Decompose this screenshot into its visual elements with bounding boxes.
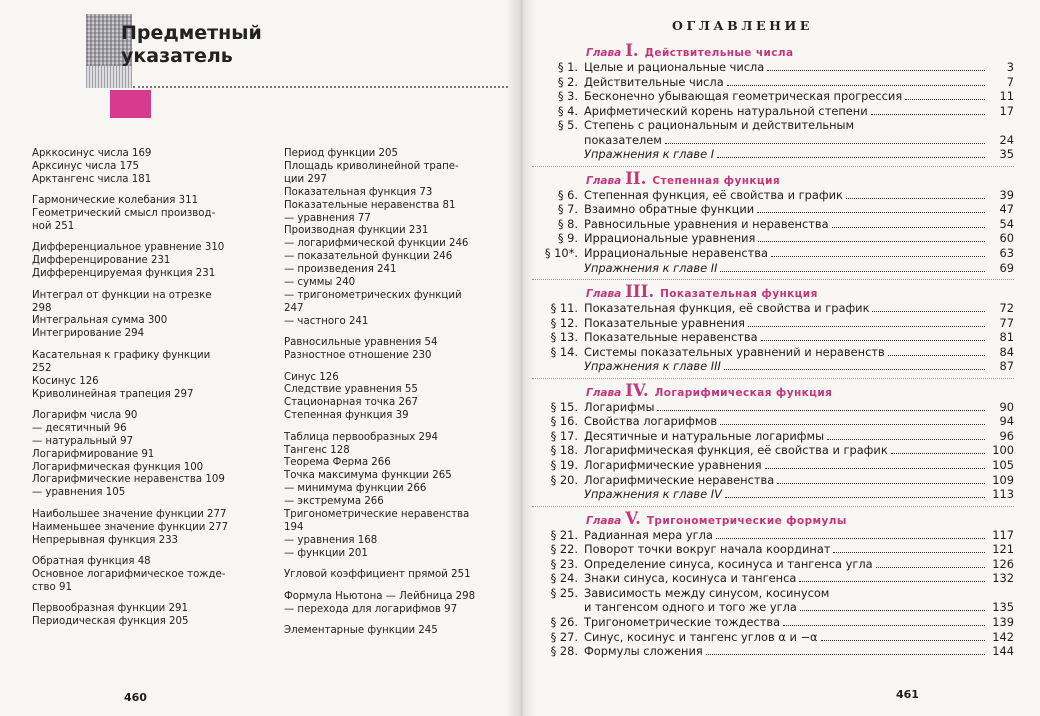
toc-chapter	[528, 279, 1014, 374]
chapter-name: Логарифмическая функция	[654, 386, 833, 399]
section-number: § 25.	[550, 585, 578, 600]
toc-section-link[interactable]	[528, 316, 1014, 331]
index-entry: — перехода для логарифмов 97	[284, 603, 458, 615]
chapter-number: IV.	[625, 380, 649, 400]
toc-section-link[interactable]	[528, 429, 1014, 444]
toc-section-link[interactable]	[528, 542, 1014, 557]
toc-section-link[interactable]	[528, 188, 1014, 203]
index-entry: Арккосинус числа 169	[32, 148, 152, 159]
toc-section-link[interactable]	[528, 414, 1014, 429]
index-group	[284, 337, 504, 363]
leader-dots	[716, 530, 985, 539]
toc-section-link[interactable]	[528, 443, 1014, 458]
index-entry: Первообразная функции 291	[32, 603, 188, 615]
leader-dots	[832, 219, 985, 228]
index-entry: — тригонометрических функций	[284, 289, 462, 301]
section-title: Синус, косинус и тангенс углов α и −α	[584, 629, 818, 644]
index-entry: — частного 241	[284, 315, 369, 327]
chapter-word: Глава	[586, 174, 622, 187]
chapter-number: II.	[625, 168, 647, 188]
toc-section-link[interactable]	[528, 104, 1014, 119]
index-entry: Интеграл от функции на отрезке	[32, 289, 212, 301]
leader-dots	[876, 559, 985, 568]
index-column-2	[284, 148, 504, 646]
section-title: Системы показательных уравнений и неравенств	[584, 344, 885, 359]
leader-dots	[748, 318, 985, 327]
leader-dots	[727, 77, 985, 86]
leader-dots	[761, 332, 985, 341]
chapter-heading	[528, 170, 1014, 188]
section-title: Радианная мера угла	[584, 527, 713, 542]
leader-dots	[833, 544, 985, 553]
section-page: 113	[992, 487, 1014, 502]
toc-section-link[interactable]	[528, 458, 1014, 473]
index-entry: Элементарные функции 245	[284, 624, 438, 636]
section-title: Действительные числа	[584, 74, 724, 89]
index-entry: 298	[32, 302, 52, 314]
section-number: § 13.	[550, 330, 578, 345]
leader-dots	[777, 475, 985, 484]
section-title: Формулы сложения	[584, 644, 703, 659]
index-entry: Дифференцирование 231	[32, 255, 171, 267]
toc-section-link[interactable]	[528, 133, 1014, 148]
section-title: Упражнения к главе IV	[584, 487, 722, 502]
index-entry: ции 297	[284, 173, 327, 185]
leader-dots	[872, 303, 985, 312]
leader-dots	[720, 263, 985, 272]
index-entry: Таблица первообразных 294	[284, 431, 438, 443]
index-entry: Обратная функция 48	[32, 555, 151, 567]
toc-section-link[interactable]	[528, 345, 1014, 360]
toc-section-link[interactable]	[528, 600, 1014, 615]
index-entry: Дифференцируемая функция 231	[32, 268, 216, 280]
index-entry: — логарифмической функции 246	[284, 238, 469, 250]
section-page: 72	[999, 301, 1014, 316]
chapter-word: Глава	[586, 47, 622, 59]
page-number-right: 461	[896, 688, 919, 701]
section-number: § 9.	[557, 231, 578, 246]
leader-dots	[846, 190, 985, 199]
toc-section-link[interactable]	[528, 217, 1014, 232]
section-number: § 12.	[550, 315, 578, 330]
index-entry: Угловой коэффициент прямой 251	[284, 569, 471, 581]
section-page: 139	[992, 614, 1014, 629]
index-group	[32, 350, 252, 402]
index-entry: 194	[284, 521, 304, 533]
chapter-divider	[532, 166, 1014, 167]
section-page: 54	[999, 216, 1014, 231]
index-entry: — суммы 240	[284, 277, 356, 289]
chapter-divider	[532, 378, 1014, 379]
section-title: Упражнения к главе II	[584, 260, 718, 275]
section-page: 132	[992, 571, 1014, 586]
section-title: Иррациональные уравнения	[584, 231, 756, 246]
section-page: 135	[992, 600, 1014, 615]
section-page: 3	[1006, 60, 1014, 74]
index-entry: — экстремума 266	[284, 496, 384, 508]
toc-exercises-link[interactable]	[528, 487, 1014, 502]
section-number: § 7.	[557, 202, 578, 217]
index-entry: Криволинейная трапеция 297	[32, 388, 194, 400]
index-entry: 247	[284, 302, 304, 314]
section-page: 94	[999, 414, 1014, 429]
section-page: 144	[992, 644, 1014, 659]
chapter-number: I.	[625, 41, 639, 60]
section-number: § 28.	[550, 644, 578, 659]
index-entry: Тригонометрические неравенства	[284, 509, 470, 521]
leader-dots	[871, 106, 985, 115]
index-entry: Интегральная сумма 300	[32, 315, 168, 327]
section-number: § 20.	[550, 472, 578, 487]
index-entry: Арксинус числа 175	[32, 160, 140, 172]
index-title-line1: Предметный	[121, 22, 262, 44]
leader-dots	[771, 248, 985, 257]
toc-section-link[interactable]	[528, 301, 1014, 316]
index-column-1	[32, 148, 252, 638]
section-number: § 14.	[550, 344, 578, 359]
index-group	[284, 372, 504, 424]
table-of-contents	[528, 42, 1014, 663]
chapter-word: Глава	[586, 514, 622, 527]
toc-exercises-link[interactable]	[528, 147, 1014, 162]
leader-dots	[725, 489, 985, 498]
section-title: Десятичные и натуральные логарифмы	[584, 428, 825, 443]
index-title-line2: указатель	[121, 45, 233, 67]
chapter-word: Глава	[586, 288, 622, 301]
section-number: § 8.	[557, 216, 578, 231]
index-entry: — уравнения 77	[284, 212, 371, 224]
leader-dots	[717, 149, 985, 158]
index-group	[284, 432, 504, 561]
section-number: § 4.	[557, 103, 578, 118]
toc-section-link[interactable]	[528, 118, 1014, 133]
leader-dots	[757, 204, 985, 213]
section-number: § 15.	[550, 399, 578, 414]
index-entry: Тангенс 128	[284, 444, 350, 456]
page-number-left: 460	[124, 691, 147, 704]
chapter-name: Показательная функция	[660, 288, 818, 301]
index-entry: — показательной функции 246	[284, 251, 453, 263]
section-page: 77	[999, 315, 1014, 330]
index-group	[284, 625, 504, 638]
leader-dots	[765, 460, 985, 469]
index-entry: Показательные неравенства 81	[284, 199, 456, 211]
index-entry: ство 91	[32, 581, 72, 593]
index-title	[121, 22, 262, 68]
section-title: Иррациональные неравенства	[584, 246, 769, 261]
section-number: § 5.	[557, 118, 578, 133]
index-group	[32, 290, 252, 342]
section-page: 117	[992, 527, 1014, 542]
section-number: § 11.	[550, 301, 578, 316]
section-number: § 3.	[557, 89, 578, 104]
index-group	[32, 242, 252, 281]
index-entry: Логарифмирование 91	[32, 448, 155, 460]
index-entry: — уравнения 105	[32, 487, 126, 499]
index-entry: Следствие уравнения 55	[284, 384, 418, 396]
section-page: 60	[999, 231, 1014, 246]
index-entry: Дифференциальное уравнение 310	[32, 242, 225, 254]
index-entry: Непрерывная функция 233	[32, 534, 179, 546]
section-title: Поворот точки вокруг начала координат	[584, 542, 831, 557]
index-entry: Теорема Ферма 266	[284, 457, 391, 469]
leader-dots	[905, 91, 985, 100]
leader-dots	[720, 416, 985, 425]
toc-chapter	[528, 166, 1014, 275]
chapter-divider	[532, 279, 1014, 280]
section-title: Определение синуса, косинуса и тангенса угла	[584, 556, 873, 571]
chapter-name: Тригонометрические формулы	[646, 514, 847, 527]
section-title: Логарифмические неравенства	[584, 472, 775, 487]
index-group	[284, 591, 504, 617]
section-number: § 23.	[550, 556, 578, 571]
section-page: 24	[999, 132, 1014, 147]
index-group	[32, 195, 252, 234]
section-title: Логарифмическая функция, её свойства и график	[584, 443, 888, 458]
index-entry: Периодическая функция 205	[32, 616, 189, 628]
section-page: 39	[999, 187, 1014, 202]
section-number: § 27.	[550, 629, 578, 644]
leader-dots	[827, 431, 985, 440]
section-page: 121	[992, 542, 1014, 557]
toc-chapter	[528, 506, 1014, 659]
leader-dots	[665, 135, 985, 144]
section-number: § 19.	[550, 458, 578, 473]
section-page: 11	[999, 89, 1014, 104]
section-page: 100	[992, 443, 1014, 458]
header-accent-square	[110, 90, 151, 118]
section-page: 63	[999, 246, 1014, 261]
toc-exercises-link[interactable]	[528, 261, 1014, 276]
section-title: Бесконечно убывающая геометрическая прогрессия	[584, 89, 903, 104]
toc-section-link[interactable]	[528, 528, 1014, 543]
leader-dots	[800, 602, 985, 611]
section-number: § 1.	[557, 60, 578, 74]
index-entry: Логарифмическая функция 100	[32, 461, 204, 473]
section-number: § 21.	[550, 527, 578, 542]
toc-section-link[interactable]	[528, 630, 1014, 645]
index-entry: — минимума функции 266	[284, 483, 427, 495]
leader-dots	[888, 347, 985, 356]
index-entry: Интегрирование 294	[32, 328, 145, 340]
toc-section-link[interactable]	[528, 644, 1014, 659]
section-page: 69	[999, 260, 1014, 275]
chapter-word: Глава	[586, 386, 622, 399]
index-entry: Наименьшее значение функции 277	[32, 521, 229, 533]
chapter-divider	[532, 506, 1014, 507]
leader-dots	[758, 233, 985, 242]
section-title: Равносильные уравнения и неравенства	[584, 216, 829, 231]
index-entry: Формула Ньютона — Лейбница 298	[284, 590, 476, 602]
section-title: Степень с рациональным и действительным	[584, 118, 855, 133]
index-entry: — произведения 241	[284, 264, 397, 276]
section-title: Знаки синуса, косинуса и тангенса	[584, 571, 797, 586]
toc-chapter	[528, 378, 1014, 502]
index-entry: Логарифм числа 90	[32, 409, 138, 421]
leader-dots	[783, 617, 985, 626]
toc-section-link[interactable]	[528, 473, 1014, 488]
index-group	[284, 148, 504, 329]
chapter-heading	[528, 42, 1014, 60]
index-group	[32, 603, 252, 629]
index-entry: Гармонические колебания 311	[32, 195, 199, 207]
section-title: Степенная функция, её свойства и график	[584, 187, 843, 202]
section-title: Логарифмы	[584, 399, 655, 414]
index-entry: Арктангенс числа 181	[32, 173, 152, 185]
index-entry: Геометрический смысл производ-	[32, 208, 216, 220]
section-page: 87	[999, 359, 1014, 374]
index-entry: — уравнения 168	[284, 534, 378, 546]
leader-dots	[706, 646, 985, 655]
leader-dots	[799, 573, 985, 582]
section-number: § 26.	[550, 614, 578, 629]
section-page: 84	[999, 344, 1014, 359]
section-title: Зависимость между синусом, косинусом	[584, 585, 830, 600]
index-entry: Степенная функция 39	[284, 410, 409, 422]
leader-dots	[657, 402, 985, 411]
index-entry: Косинус 126	[32, 375, 99, 387]
section-page: 7	[1006, 74, 1014, 89]
index-entry: — десятичный 96	[32, 422, 127, 434]
index-entry: Равносильные уравнения 54	[284, 337, 438, 349]
chapter-name: Действительные числа	[644, 47, 794, 59]
index-entry: Показательная функция 73	[284, 186, 433, 198]
toc-section-link[interactable]	[528, 571, 1014, 586]
toc-section-link[interactable]	[528, 89, 1014, 104]
index-entry: Период функции 205	[284, 148, 398, 159]
section-page: 81	[999, 330, 1014, 345]
leader-dots	[891, 445, 985, 454]
index-group	[32, 148, 252, 187]
section-title: Взаимно обратные функции	[584, 202, 755, 217]
toc-chapter	[528, 42, 1014, 162]
section-page: 90	[999, 399, 1014, 414]
toc-section-link[interactable]	[528, 586, 1014, 601]
index-entry: Основное логарифмическое тожде-	[32, 568, 226, 580]
toc-section-link[interactable]	[528, 75, 1014, 90]
header-dotted-rule	[133, 86, 508, 88]
toc-section-link[interactable]	[528, 60, 1014, 75]
chapter-number: V.	[625, 508, 641, 528]
chapter-heading	[528, 382, 1014, 400]
section-page: 126	[992, 556, 1014, 571]
section-page: 35	[999, 147, 1014, 162]
section-title: показателем	[584, 132, 662, 147]
header-pattern-stripe	[86, 66, 132, 88]
chapter-heading	[528, 510, 1014, 528]
section-title: Свойства логарифмов	[584, 414, 718, 429]
section-title: Показательная функция, её свойства и график	[584, 301, 870, 316]
toc-exercises-link[interactable]	[528, 359, 1014, 374]
toc-section-link[interactable]	[528, 400, 1014, 415]
section-title: Целые и рациональные числа	[584, 60, 765, 74]
index-entry: Наибольшее значение функции 277	[32, 508, 227, 520]
index-entry: 252	[32, 362, 52, 374]
section-number: § 6.	[557, 187, 578, 202]
section-number: § 18.	[550, 443, 578, 458]
toc-title: ОГЛАВЛЕНИЕ	[672, 18, 814, 33]
leader-dots	[724, 361, 985, 370]
chapter-heading	[528, 283, 1014, 301]
index-entry: Стационарная точка 267	[284, 397, 418, 409]
index-entry: Касательная к графику функции	[32, 349, 211, 361]
index-group	[284, 569, 504, 582]
section-page: 17	[999, 103, 1014, 118]
toc-section-link[interactable]	[528, 615, 1014, 630]
index-entry: Точка максимума функции 265	[284, 470, 452, 482]
index-entry: — натуральный 97	[32, 435, 134, 447]
section-title: Тригонометрические тождества	[584, 614, 781, 629]
section-number: § 2.	[557, 74, 578, 89]
section-title: Логарифмические уравнения	[584, 458, 762, 473]
index-entry: ной 251	[32, 221, 75, 233]
section-page: 105	[992, 458, 1014, 473]
section-number: § 22.	[550, 542, 578, 557]
toc-section-link[interactable]	[528, 330, 1014, 345]
section-page: 109	[992, 472, 1014, 487]
index-group	[32, 410, 252, 500]
index-group	[32, 556, 252, 595]
toc-section-link[interactable]	[528, 246, 1014, 261]
index-entry: Площадь криволинейной трапе-	[284, 160, 459, 172]
section-number: § 16.	[550, 414, 578, 429]
section-number: § 17.	[550, 428, 578, 443]
section-title: Упражнения к главе I	[584, 147, 715, 162]
toc-section-link[interactable]	[528, 202, 1014, 217]
section-number: § 10*.	[544, 246, 578, 261]
section-page: 142	[992, 629, 1014, 644]
leader-dots	[821, 632, 985, 641]
index-group	[32, 509, 252, 548]
section-title: Показательные неравенства	[584, 330, 758, 345]
section-number: § 24.	[550, 571, 578, 586]
toc-section-link[interactable]	[528, 231, 1014, 246]
section-page: 47	[999, 202, 1014, 217]
section-title: Упражнения к главе III	[584, 359, 721, 374]
chapter-number: III.	[625, 282, 655, 302]
index-entry: Производная функции 231	[284, 225, 429, 237]
index-entry: Разностное отношение 230	[284, 350, 432, 362]
index-entry: Логарифмические неравенства 109	[32, 474, 225, 486]
toc-section-link[interactable]	[528, 557, 1014, 572]
section-page: 96	[999, 428, 1014, 443]
index-entry: — функции 201	[284, 547, 368, 559]
section-title: и тангенсом одного и того же угла	[584, 600, 797, 615]
section-title: Показательные уравнения	[584, 315, 745, 330]
section-title: Арифметический корень натуральной степени	[584, 103, 868, 118]
index-entry: Синус 126	[284, 371, 339, 383]
chapter-name: Степенная функция	[652, 174, 780, 187]
leader-dots	[767, 62, 985, 71]
